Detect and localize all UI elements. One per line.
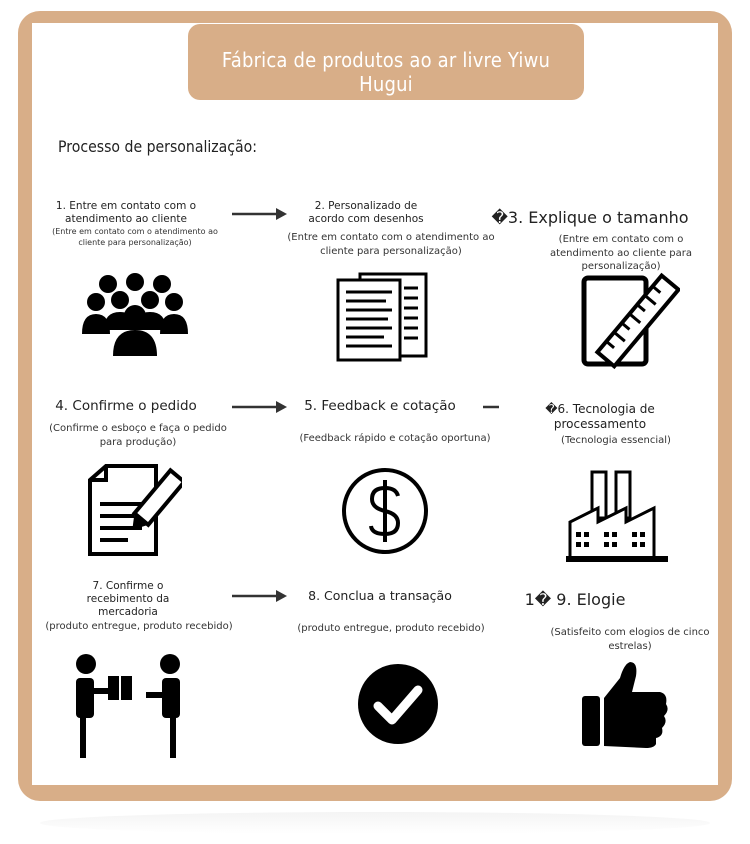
- step-1-title: 1. Entre em contato com o atendimento ao cliente: [55, 200, 197, 226]
- checkmark-icon: [356, 662, 440, 746]
- title-banner: [188, 24, 584, 100]
- step-3-subtitle: (Entre em contato com o atendimento ao cliente para personalização): [549, 234, 693, 272]
- step-6-title: �6. Tecnologia de processamento: [545, 402, 655, 431]
- step-8-subtitle: (produto entregue, produto recebido): [297, 623, 485, 634]
- package-handover-icon: [72, 652, 184, 760]
- step-7-title: 7. Confirme o recebimento da mercadoria: [86, 580, 170, 619]
- bottom-shadow: [40, 812, 710, 834]
- step-1-subtitle: (Entre em contato com o atendimento ao cliente para personalização): [52, 227, 218, 247]
- step-9-subtitle: (Satisfeito com elogios de cinco estrelas): [550, 627, 710, 652]
- document-edit-icon: [86, 464, 182, 558]
- step-2-subtitle: (Entre em contato com o atendimento ao cliente para personalização): [287, 232, 495, 257]
- documents-icon: [334, 270, 430, 364]
- step-4-title: 4. Confirme o pedido: [55, 398, 197, 414]
- step-8-title: 8. Conclua a transação: [308, 588, 452, 603]
- arrow-1-2: [230, 206, 288, 222]
- arrow-4-5: [230, 399, 288, 415]
- step-3-title: �3. Explique o tamanho: [491, 208, 689, 227]
- dollar-icon: [340, 466, 430, 556]
- step-6-subtitle: (Tecnologia essencial): [561, 435, 671, 446]
- thumbs-up-icon: [580, 660, 670, 750]
- step-9-title: 1� 9. Elogie: [524, 590, 626, 609]
- section-title: Processo de personalização:: [58, 137, 258, 156]
- step-5-title: 5. Feedback e cotação: [304, 398, 456, 414]
- page-title: Fábrica de produtos ao ar livre Yiwu Hugui: [221, 48, 551, 96]
- ruler-tablet-icon: [580, 272, 680, 370]
- arrow-7-8: [230, 588, 288, 604]
- step-5-subtitle: (Feedback rápido e cotação oportuna): [299, 433, 491, 444]
- step-4-subtitle: (Confirme o esboço e faça o pedido para produção): [49, 423, 227, 448]
- step-2-title: 2. Personalizado de acordo com desenhos: [308, 200, 424, 226]
- step-7-subtitle: (produto entregue, produto recebido): [45, 621, 233, 632]
- factory-icon: [566, 468, 668, 564]
- dash-5-6: [482, 402, 500, 412]
- people-group-icon: [80, 272, 190, 356]
